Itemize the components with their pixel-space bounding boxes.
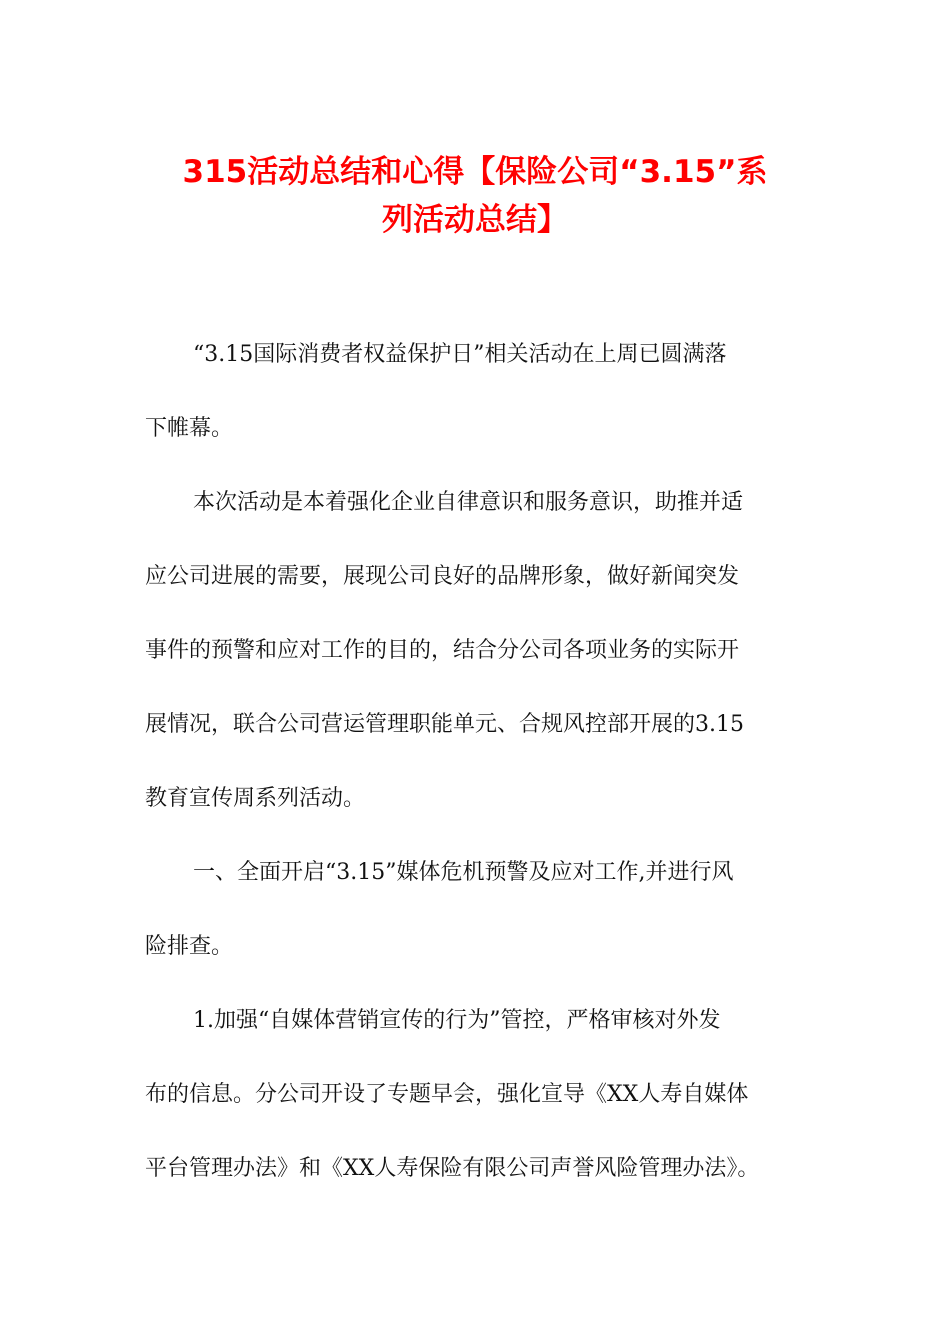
paragraph-line: 应公司进展的需要，展现公司良好的品牌形象，做好新闻突发	[145, 564, 740, 589]
paragraph-line: 事件的预警和应对工作的目的，结合分公司各项业务的实际开	[145, 638, 740, 663]
paragraph-line: 下帷幕。	[145, 416, 234, 441]
paragraph-2	[145, 466, 805, 836]
title-line-1: 315活动总结和心得【保险公司“3.15”系	[182, 154, 768, 190]
title-line-2: 列活动总结】	[382, 202, 568, 238]
paragraph-line: 1.加强“自媒体营销宣传的行为”管控，严格审核对外发	[193, 1008, 721, 1033]
paragraph-4	[145, 984, 805, 1206]
paragraph-line: 教育宣传周系列活动。	[145, 786, 366, 811]
paragraph-line: “3.15国际消费者权益保护日”相关活动在上周已圆满落	[193, 342, 727, 367]
paragraph-line: 布的信息。分公司开设了专题早会，强化宣导《XX人寿自媒体	[145, 1082, 749, 1107]
paragraph-1	[145, 318, 805, 466]
paragraph-line: 平台管理办法》和《XX人寿保险有限公司声誉风险管理办法》。	[145, 1156, 760, 1181]
paragraph-line: 展情况，联合公司营运管理职能单元、合规风控部开展的3.15	[145, 712, 744, 737]
paragraph-line: 一、全面开启“3.15”媒体危机预警及应对工作,并进行风	[193, 860, 734, 885]
document-title	[110, 148, 840, 244]
paragraph-3	[145, 836, 805, 984]
document-body	[145, 318, 805, 1206]
paragraph-line: 本次活动是本着强化企业自律意识和服务意识，助推并适	[193, 490, 744, 515]
paragraph-line: 险排查。	[145, 934, 234, 959]
